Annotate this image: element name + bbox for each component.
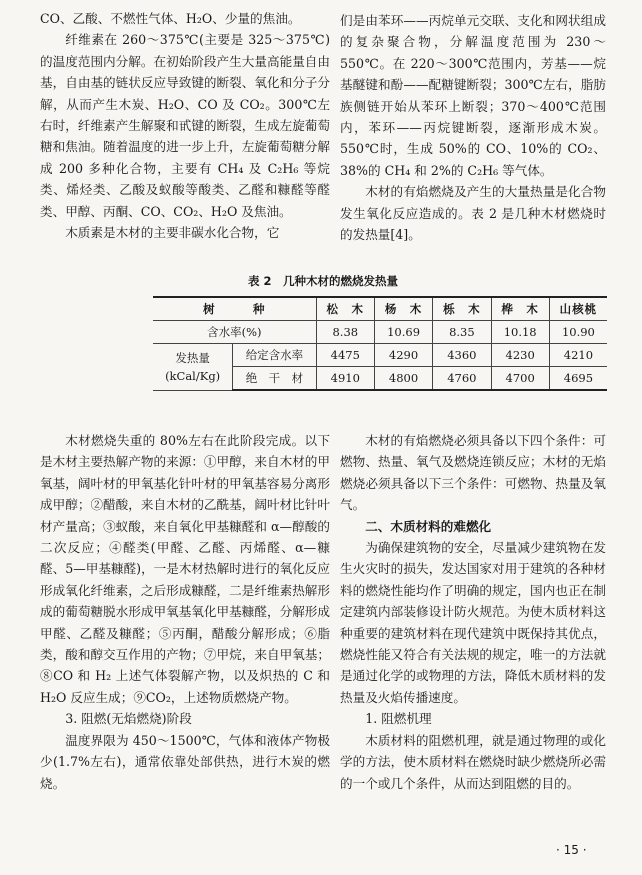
table-cell: 4230 [491,344,549,367]
table-header-tree: 树 种 [153,297,316,321]
table-cell: 4760 [433,367,491,391]
table-row-sublabel: 绝 干 材 [233,367,316,391]
paragraph: 木材燃烧失重的 80%左右在此阶段完成。以下是木材主要热解产物的来源：①甲醇，来自木材的甲氧基，阔叶材的甲氧基化针叶材的甲氧基容易分离形成甲醇；②醋酸，来自木材的乙酰基，阔叶材比针叶材产量高；③蚁酸，来自氧化甲基糠醛和 α—醇酸的二次反应；④醛类(甲醛、乙醛、丙烯醛、α—糠醛、5—甲基糠醛)，一是木材热解时进行的氧化反应形成氧化纤维素，之后形成糠醛，二是纤维素热解形成的葡萄糖脱水形成甲氧基氧化甲基糠醛，分解形成甲醛、乙醛及糠醛；⑤丙酮，醋酸分解形成；⑥脂类，酸和醇交互作用的产物；⑦甲烷，来自甲氧基；⑧CO 和 H₂ 上述气体裂解产物，以及炽热的 C 和 H₂O 反应生成；⑨CO₂，上述物质燃烧产物。 [40,433,330,705]
table-cell: 4475 [316,344,374,367]
table-header-species: 栎 木 [433,297,491,321]
page-number: · 15 · [556,843,587,857]
table-header-species: 杨 木 [374,297,432,321]
paragraph: 木材的有焰燃烧及产生的大量热量是化合物发生氧化反应造成的。表 2 是几种木材燃烧时的发热量[4]。 [340,184,606,243]
right-column-top [340,10,606,245]
left-column-bottom [40,430,330,794]
paragraph: 木质素是木材的主要非碳水化合物，它 [65,225,280,241]
table-cell: 4290 [374,344,432,367]
table-cell: 8.35 [433,321,491,344]
table-cell: 4700 [491,367,549,391]
table-cell: 10.18 [491,321,549,344]
table-caption: 表 2 几种木材的燃烧发热量 [247,274,398,288]
paragraph: 为确保建筑物的安全，尽量减少建筑物在发生火灾时的损失，发达国家对用于建筑的各种材料的燃烧性能均作了明确的规定，国内也正在制定建筑内部装修设计防火规范。为使木质材料这种重要的建筑材料在现代建筑中既保持其优点，燃烧性能又符合有关法规的规定，唯一的方法就是通过化学的或物理的方法，降低木质材料的发热量及火焰传播速度。 [340,540,606,705]
table-cell: 4360 [433,344,491,367]
table-cell: 10.90 [549,321,607,344]
paragraph: 木材的有焰燃烧必须具备以下四个条件：可燃物、热量、氧气及燃烧连锁反应；木材的无焰燃烧必须具备以下三个条件：可燃物、热量及氧气。 [340,433,606,513]
heat-value-table [153,296,607,391]
paragraph: 温度界限为 450～1500℃，气体和液体产物极少(1.7%左右)，通常依靠处部供热，进行木炭的燃烧。 [40,732,330,791]
table-cell: 4210 [549,344,607,367]
table-cell: 8.38 [316,321,374,344]
subsection-title: 3. 阻燃(无焰燃烧)阶段 [65,711,192,727]
table-header-species: 桦 木 [491,297,549,321]
heat-unit: (kCal/Kg) [165,368,221,383]
table-row-sublabel: 给定含水率 [233,344,316,367]
section-title: 二、木质材料的难燃化 [365,518,492,534]
paragraph: 木质材料的阻燃机理，就是通过物理的或化学的方法，使木质材料在燃烧时缺少燃烧所必需的一个或几个条件，从而达到阻燃的目的。 [340,732,606,791]
table-cell: 4800 [374,367,432,391]
subsection-title: 1. 阻燃机理 [365,711,432,727]
paragraph: 们是由苯环——丙烷单元交联、支化和网状组成的复杂聚合物，分解温度范围为 230～550℃。在 220～300℃范围内，芳基——烷基醚键和酚——配糖键断裂；300℃左右，脂肪族侧链开始从苯环上断裂；370～400℃范围内，苯环——丙烷键断裂，逐渐形成木炭。550℃时，生成 50%的 CO、10%的 CO₂、38%的 CH₄ 和 2%的 C₂H₆ 等气体。 [340,13,606,178]
table-row-label [153,344,233,391]
table-header-species: 山核桃 [549,297,607,321]
heat-label: 发热量 [175,350,210,365]
left-column-top [40,8,330,243]
table-cell: 4695 [549,367,607,391]
table-header-species: 松 木 [316,297,374,321]
table-cell: 10.69 [374,321,432,344]
paragraph: 纤维素在 260～375℃(主要是 325～375℃)的温度范围内分解。在初始阶段产生大量高能量自由基，自由基的链状反应导致键的断裂、氧化和分子分解，从而产生木炭、H₂O、CO 及 CO₂。300℃左右时，纤维素产生解聚和甙键的断裂，生成左旋葡萄糖和焦油。随着温度的进一步上升，左旋葡萄糖分解成 200 多种化合物，主要有 CH₄ 及 C₂H₆ 等烷类、烯烃类、乙酸及蚁酸等酸类、乙醛和糠醛等醛类、甲醇、丙酮、CO、CO₂、H₂O 及焦油。 [40,32,330,219]
paragraph: CO、乙酸、不燃性气体、H₂O、少量的焦油。 [40,11,301,26]
table-row-label: 含水率(%) [153,321,316,344]
table-cell: 4910 [316,367,374,391]
right-column-bottom [340,430,606,794]
